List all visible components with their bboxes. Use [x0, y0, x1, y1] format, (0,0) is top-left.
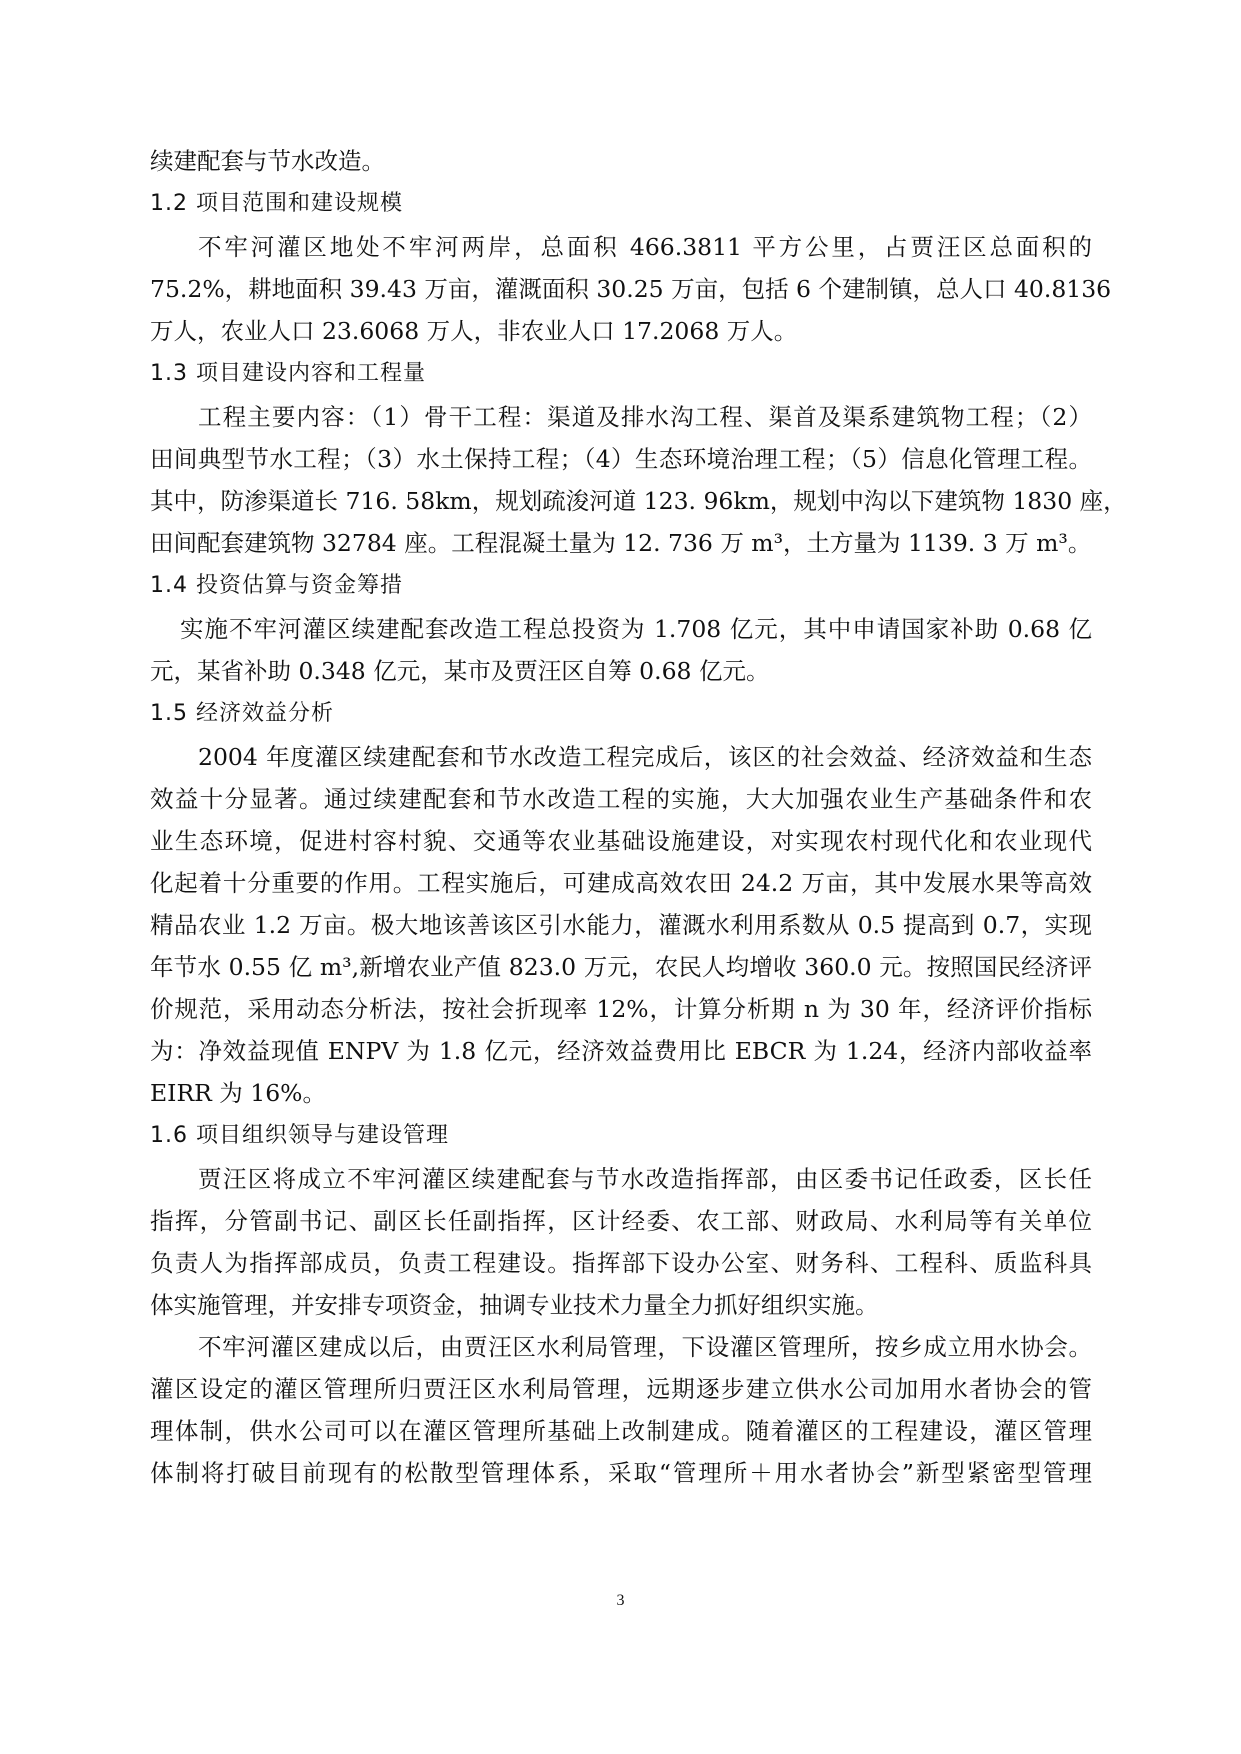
text-line: 田间配套建筑物 32784 座。工程混凝土量为 12. 736 万 m³，土方量为 1139. 3 万 m³。	[150, 529, 1092, 557]
section-heading-1-2: 1.2 项目范围和建设规模	[150, 191, 403, 216]
text-line: 为：净效益现值 ENPV 为 1.8 亿元，经济效益费用比 EBCR 为 1.24，经济内部收益率	[150, 1037, 1092, 1065]
section-heading-1-6: 1.6 项目组织领导与建设管理	[150, 1123, 449, 1148]
text-line: 田间典型节水工程；（3）水土保持工程；（4）生态环境治理工程；（5）信息化管理工程。	[150, 445, 1092, 473]
text-line: 贾汪区将成立不牢河灌区续建配套与节水改造指挥部，由区委书记任政委，区长任	[198, 1165, 1092, 1193]
section-heading-1-5: 1.5 经济效益分析	[150, 701, 334, 726]
text-line: EIRR 为 16%。	[150, 1079, 326, 1107]
text-line: 不牢河灌区地处不牢河两岸，总面积 466.3811 平方公里，占贾汪区总面积的	[198, 233, 1092, 261]
text-line: 其中，防渗渠道长 716. 58km，规划疏浚河道 123. 96km，规划中沟以下建筑物 1830 座，	[150, 487, 1127, 515]
text-line: 续建配套与节水改造。	[150, 147, 385, 175]
text-line: 负责人为指挥部成员，负责工程建设。指挥部下设办公室、财务科、工程科、质监科具	[150, 1249, 1092, 1277]
document-body	[150, 140, 1127, 1494]
page-number: 3	[616, 1592, 625, 1609]
text-line: 化起着十分重要的作用。工程实施后，可建成高效农田 24.2 万亩，其中发展水果等高效	[150, 869, 1092, 897]
text-line: 灌区设定的灌区管理所归贾汪区水利局管理，远期逐步建立供水公司加用水者协会的管	[150, 1375, 1092, 1403]
text-line: 体制将打破目前现有的松散型管理体系，采取“管理所＋用水者协会”新型紧密型管理	[150, 1459, 1092, 1487]
text-line: 2004 年度灌区续建配套和节水改造工程完成后，该区的社会效益、经济效益和生态	[198, 743, 1092, 771]
text-line: 万人，农业人口 23.6068 万人，非农业人口 17.2068 万人。	[150, 317, 798, 345]
text-line: 实施不牢河灌区续建配套改造工程总投资为 1.708 亿元，其中申请国家补助 0.68 亿	[180, 615, 1092, 643]
text-line: 业生态环境，促进村容村貌、交通等农业基础设施建设，对实现农村现代化和农业现代	[150, 827, 1092, 855]
text-line: 理体制，供水公司可以在灌区管理所基础上改制建成。随着灌区的工程建设，灌区管理	[150, 1417, 1092, 1445]
text-line: 价规范，采用动态分析法，按社会折现率 12%，计算分析期 n 为 30 年，经济评价指标	[150, 995, 1092, 1023]
text-line: 效益十分显著。通过续建配套和节水改造工程的实施，大大加强农业生产基础条件和农	[150, 785, 1092, 813]
section-heading-1-4: 1.4 投资估算与资金筹措	[150, 573, 403, 598]
text-line: 75.2%，耕地面积 39.43 万亩，灌溉面积 30.25 万亩，包括 6 个建制镇，总人口 40.8136	[150, 275, 1112, 303]
text-line: 工程主要内容：（1）骨干工程：渠道及排水沟工程、渠首及渠系建筑物工程；（2）	[198, 403, 1092, 431]
section-heading-1-3: 1.3 项目建设内容和工程量	[150, 361, 426, 386]
text-line: 不牢河灌区建成以后，由贾汪区水利局管理，下设灌区管理所，按乡成立用水协会。	[198, 1333, 1092, 1361]
text-line: 年节水 0.55 亿 m³,新增农业产值 823.0 万元，农民人均增收 360.0 元。按照国民经济评	[150, 953, 1092, 981]
text-line: 精品农业 1.2 万亩。极大地该善该区引水能力，灌溉水利用系数从 0.5 提高到 0.7，实现	[150, 911, 1092, 939]
text-line: 体实施管理，并安排专项资金，抽调专业技术力量全力抓好组织实施。	[150, 1291, 879, 1319]
text-line: 元，某省补助 0.348 亿元，某市及贾汪区自筹 0.68 亿元。	[150, 657, 770, 685]
text-line: 指挥，分管副书记、副区长任副指挥，区计经委、农工部、财政局、水利局等有关单位	[150, 1207, 1092, 1235]
